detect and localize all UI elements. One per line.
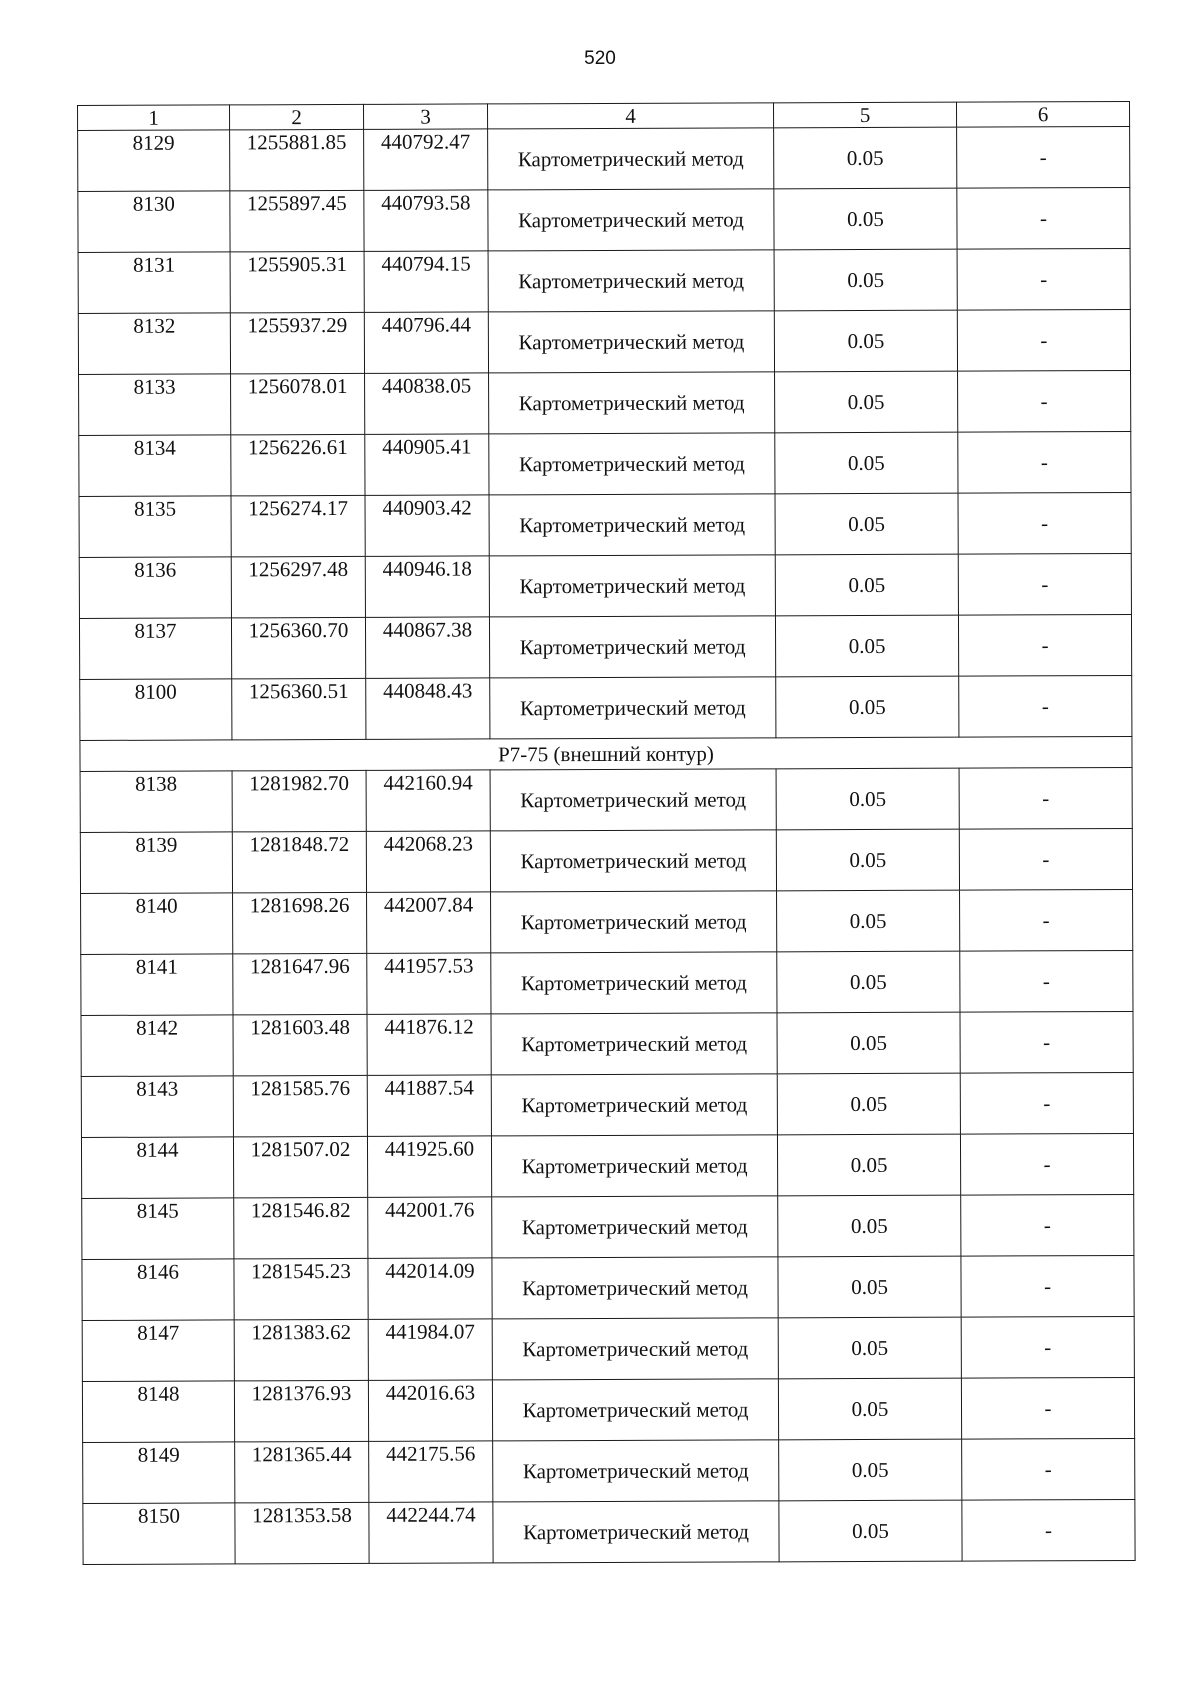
method-cell: Картометрический метод	[489, 433, 775, 495]
table-row	[79, 553, 1131, 618]
table-row	[80, 828, 1132, 893]
table-row	[81, 1072, 1133, 1137]
column-header: 1	[78, 105, 230, 131]
method-cell: Картометрический метод	[489, 616, 775, 678]
note-cell: -	[958, 614, 1131, 676]
section-title: Р7-75 (внешний контур)	[80, 736, 1132, 771]
accuracy-cell: 0.05	[778, 1317, 961, 1379]
note-cell: -	[961, 1194, 1134, 1256]
point-number-cell: 8146	[82, 1259, 234, 1321]
accuracy-cell: 0.05	[778, 1195, 961, 1257]
method-cell: Картометрический метод	[488, 128, 774, 190]
method-cell: Картометрический метод	[490, 830, 776, 892]
x-coordinate-cell: 1255937.29	[230, 312, 364, 374]
point-number-cell: 8136	[79, 557, 231, 619]
method-cell: Картометрический метод	[492, 1318, 778, 1380]
note-cell: -	[961, 1316, 1134, 1378]
method-cell: Картометрический метод	[491, 891, 777, 953]
accuracy-cell: 0.05	[779, 1439, 962, 1501]
accuracy-cell: 0.05	[779, 1500, 962, 1562]
method-cell: Картометрический метод	[488, 250, 774, 312]
note-cell: -	[960, 1133, 1133, 1195]
point-number-cell: 8147	[82, 1320, 234, 1382]
accuracy-cell: 0.05	[776, 829, 959, 891]
point-number-cell: 8143	[81, 1076, 233, 1138]
method-cell: Картометрический метод	[491, 1074, 777, 1136]
y-coordinate-cell: 441887.54	[367, 1075, 491, 1136]
table-row	[81, 950, 1133, 1015]
x-coordinate-cell: 1281546.82	[234, 1197, 368, 1259]
x-coordinate-cell: 1281365.44	[235, 1441, 369, 1503]
point-number-cell: 8145	[82, 1198, 234, 1260]
x-coordinate-cell: 1255897.45	[230, 190, 364, 252]
y-coordinate-cell: 442244.74	[369, 1502, 493, 1563]
y-coordinate-cell: 440792.47	[364, 129, 488, 190]
x-coordinate-cell: 1281353.58	[235, 1502, 369, 1564]
method-cell: Картометрический метод	[490, 677, 776, 739]
table-row	[82, 1255, 1134, 1320]
accuracy-cell: 0.05	[778, 1256, 961, 1318]
note-cell: -	[961, 1255, 1134, 1317]
y-coordinate-cell: 440905.41	[365, 434, 489, 495]
section-row	[80, 736, 1132, 771]
note-cell: -	[957, 126, 1130, 188]
table-row	[81, 1011, 1133, 1076]
note-cell: -	[958, 553, 1131, 615]
table-row	[78, 126, 1130, 191]
accuracy-cell: 0.05	[778, 1378, 961, 1440]
method-cell: Картометрический метод	[492, 1257, 778, 1319]
method-cell: Картометрический метод	[488, 311, 774, 373]
table-row	[78, 248, 1130, 313]
point-number-cell: 8130	[78, 191, 230, 253]
x-coordinate-cell: 1281848.72	[232, 831, 366, 893]
x-coordinate-cell: 1256226.61	[231, 434, 365, 496]
table-row	[78, 187, 1130, 252]
y-coordinate-cell: 440848.43	[366, 678, 490, 739]
method-cell: Картометрический метод	[491, 952, 777, 1014]
accuracy-cell: 0.05	[777, 890, 960, 952]
table-row	[82, 1194, 1134, 1259]
point-number-cell: 8138	[80, 771, 232, 833]
column-header: 5	[773, 102, 956, 128]
point-number-cell: 8129	[78, 130, 230, 192]
accuracy-cell: 0.05	[777, 951, 960, 1013]
accuracy-cell: 0.05	[774, 127, 957, 189]
y-coordinate-cell: 442007.84	[367, 892, 491, 953]
note-cell: -	[960, 889, 1133, 951]
column-header: 3	[363, 104, 487, 129]
point-number-cell: 8132	[78, 313, 230, 375]
accuracy-cell: 0.05	[775, 615, 958, 677]
y-coordinate-cell: 442016.63	[368, 1380, 492, 1441]
point-number-cell: 8134	[79, 435, 231, 497]
method-cell: Картометрический метод	[488, 189, 774, 251]
x-coordinate-cell: 1255881.85	[230, 129, 364, 191]
y-coordinate-cell: 441957.53	[367, 953, 491, 1014]
accuracy-cell: 0.05	[774, 310, 957, 372]
y-coordinate-cell: 442001.76	[368, 1197, 492, 1258]
note-cell: -	[958, 431, 1131, 493]
page-number: 520	[584, 48, 616, 69]
accuracy-cell: 0.05	[775, 493, 958, 555]
table-row	[83, 1438, 1135, 1503]
accuracy-cell: 0.05	[777, 1134, 960, 1196]
note-cell: -	[957, 248, 1130, 310]
table-row	[79, 431, 1131, 496]
note-cell: -	[959, 767, 1132, 829]
x-coordinate-cell: 1256274.17	[231, 495, 365, 557]
table-row	[79, 614, 1131, 679]
method-cell: Картометрический метод	[489, 555, 775, 617]
method-cell: Картометрический метод	[492, 1196, 778, 1258]
y-coordinate-cell: 440793.58	[364, 190, 488, 251]
note-cell: -	[962, 1499, 1135, 1561]
table-row	[79, 492, 1131, 557]
y-coordinate-cell: 440794.15	[364, 251, 488, 312]
table-row	[81, 889, 1133, 954]
y-coordinate-cell: 442068.23	[366, 831, 490, 892]
accuracy-cell: 0.05	[777, 1012, 960, 1074]
x-coordinate-cell: 1256297.48	[231, 556, 365, 618]
accuracy-cell: 0.05	[775, 371, 958, 433]
table-body	[78, 126, 1135, 1564]
note-cell: -	[959, 675, 1132, 737]
note-cell: -	[960, 950, 1133, 1012]
y-coordinate-cell: 442160.94	[366, 770, 490, 831]
method-cell: Картометрический метод	[493, 1440, 779, 1502]
point-number-cell: 8133	[79, 374, 231, 436]
point-number-cell: 8149	[83, 1442, 235, 1504]
point-number-cell: 8148	[82, 1381, 234, 1443]
accuracy-cell: 0.05	[774, 249, 957, 311]
coordinates-table	[77, 101, 1136, 1565]
point-number-cell: 8140	[81, 893, 233, 955]
table-row	[82, 1377, 1134, 1442]
x-coordinate-cell: 1256078.01	[231, 373, 365, 435]
accuracy-cell: 0.05	[775, 432, 958, 494]
method-cell: Картометрический метод	[489, 372, 775, 434]
method-cell: Картометрический метод	[489, 494, 775, 556]
x-coordinate-cell: 1281647.96	[233, 953, 367, 1015]
note-cell: -	[961, 1377, 1134, 1439]
accuracy-cell: 0.05	[775, 554, 958, 616]
accuracy-cell: 0.05	[777, 1073, 960, 1135]
x-coordinate-cell: 1281585.76	[233, 1075, 367, 1137]
y-coordinate-cell: 442175.56	[369, 1441, 493, 1502]
note-cell: -	[962, 1438, 1135, 1500]
table-row	[78, 309, 1130, 374]
table-row	[80, 767, 1132, 832]
x-coordinate-cell: 1281603.48	[233, 1014, 367, 1076]
point-number-cell: 8141	[81, 954, 233, 1016]
table-row	[80, 675, 1132, 740]
note-cell: -	[960, 1072, 1133, 1134]
x-coordinate-cell: 1281545.23	[234, 1258, 368, 1320]
x-coordinate-cell: 1281507.02	[233, 1136, 367, 1198]
y-coordinate-cell: 440796.44	[364, 312, 488, 373]
note-cell: -	[957, 309, 1130, 371]
x-coordinate-cell: 1281982.70	[232, 770, 366, 832]
point-number-cell: 8150	[83, 1503, 235, 1565]
column-header: 6	[956, 101, 1129, 127]
note-cell: -	[958, 370, 1131, 432]
table-row	[83, 1499, 1135, 1564]
x-coordinate-cell: 1256360.70	[231, 617, 365, 679]
y-coordinate-cell: 441876.12	[367, 1014, 491, 1075]
y-coordinate-cell: 440867.38	[365, 617, 489, 678]
x-coordinate-cell: 1281383.62	[234, 1319, 368, 1381]
column-header: 4	[487, 103, 773, 129]
point-number-cell: 8131	[78, 252, 230, 314]
table-row	[82, 1316, 1134, 1381]
column-header: 2	[230, 104, 364, 130]
x-coordinate-cell: 1281376.93	[234, 1380, 368, 1442]
table-row	[81, 1133, 1133, 1198]
note-cell: -	[957, 187, 1130, 249]
y-coordinate-cell: 441925.60	[367, 1136, 491, 1197]
y-coordinate-cell: 441984.07	[368, 1319, 492, 1380]
method-cell: Картометрический метод	[491, 1013, 777, 1075]
note-cell: -	[958, 492, 1131, 554]
accuracy-cell: 0.05	[776, 676, 959, 738]
point-number-cell: 8137	[79, 618, 231, 680]
point-number-cell: 8100	[80, 679, 232, 741]
method-cell: Картометрический метод	[492, 1379, 778, 1441]
x-coordinate-cell: 1255905.31	[230, 251, 364, 313]
note-cell: -	[959, 828, 1132, 890]
y-coordinate-cell: 440946.18	[365, 556, 489, 617]
table-row	[79, 370, 1131, 435]
method-cell: Картометрический метод	[491, 1135, 777, 1197]
y-coordinate-cell: 440903.42	[365, 495, 489, 556]
note-cell: -	[960, 1011, 1133, 1073]
y-coordinate-cell: 440838.05	[365, 373, 489, 434]
point-number-cell: 8144	[81, 1137, 233, 1199]
y-coordinate-cell: 442014.09	[368, 1258, 492, 1319]
accuracy-cell: 0.05	[776, 768, 959, 830]
method-cell: Картометрический метод	[493, 1501, 779, 1563]
accuracy-cell: 0.05	[774, 188, 957, 250]
point-number-cell: 8135	[79, 496, 231, 558]
method-cell: Картометрический метод	[490, 769, 776, 831]
x-coordinate-cell: 1281698.26	[233, 892, 367, 954]
point-number-cell: 8139	[80, 832, 232, 894]
point-number-cell: 8142	[81, 1015, 233, 1077]
x-coordinate-cell: 1256360.51	[232, 678, 366, 740]
